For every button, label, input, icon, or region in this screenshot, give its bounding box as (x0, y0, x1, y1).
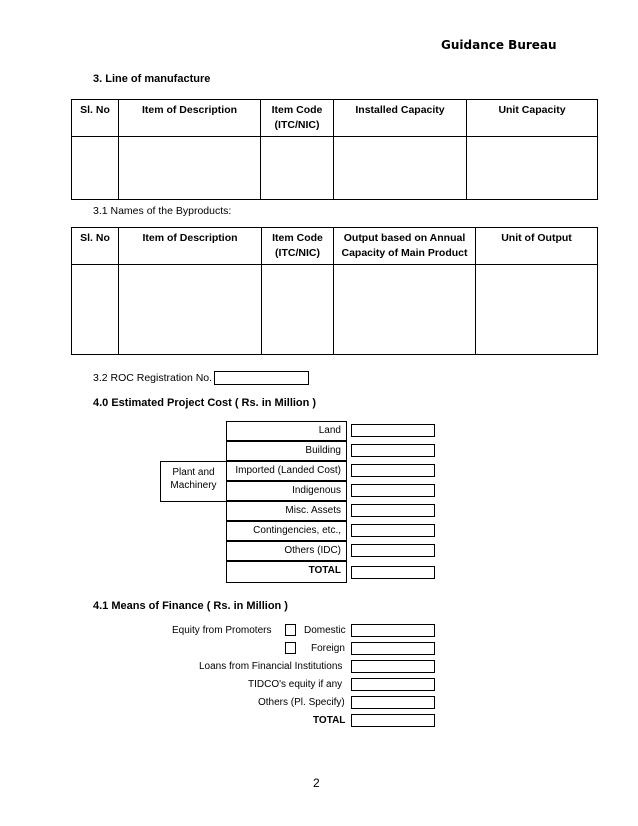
cost-field-total[interactable] (351, 566, 435, 579)
col-header-sl-no: Sl. No (72, 100, 119, 137)
cost-label-others-idc: Others (IDC) (226, 541, 347, 561)
cost-field-indigenous[interactable] (351, 484, 435, 497)
table-row (72, 137, 598, 200)
loans-label: Loans from Financial Institutions (199, 661, 343, 672)
col-header-item-code: Item Code (ITC/NIC) (262, 228, 334, 265)
loans-field[interactable] (351, 660, 435, 673)
cell-item-code[interactable] (261, 137, 334, 200)
page-number: 2 (313, 776, 320, 790)
others-specify-label: Others (Pl. Specify) (258, 697, 345, 708)
line-of-manufacture-table (71, 99, 598, 200)
cell-unit-capacity[interactable] (467, 137, 598, 200)
cost-label-total: TOTAL (226, 561, 347, 583)
section-4-0-title: 4.0 Estimated Project Cost ( Rs. in Million ) (93, 397, 317, 409)
byproducts-table (71, 227, 598, 355)
col-header-installed-capacity: Installed Capacity (334, 100, 467, 137)
tidco-label: TIDCO's equity if any (248, 679, 343, 690)
section-3-1-title: 3.1 Names of the Byproducts: (93, 205, 232, 217)
col-header-sl-no: Sl. No (72, 228, 119, 265)
cell-sl-no[interactable] (72, 265, 119, 355)
cost-label-indigenous: Indigenous (226, 481, 347, 501)
cost-label-contingencies: Contingencies, etc., (226, 521, 347, 541)
cost-field-land[interactable] (351, 424, 435, 437)
domestic-checkbox[interactable] (285, 624, 296, 636)
equity-promoters-label: Equity from Promoters (172, 625, 272, 636)
cost-label-imported: Imported (Landed Cost) (226, 461, 347, 481)
section-3-title: 3. Line of manufacture (93, 73, 211, 85)
col-header-output-annual: Output based on Annual Capacity of Main Product (334, 228, 476, 265)
cell-item-code[interactable] (262, 265, 334, 355)
domestic-label: Domestic (304, 625, 346, 636)
cost-label-misc-assets: Misc. Assets (226, 501, 347, 521)
cost-label-land: Land (226, 421, 347, 441)
cost-field-misc-assets[interactable] (351, 504, 435, 517)
cost-field-imported[interactable] (351, 464, 435, 477)
section-4-1-title: 4.1 Means of Finance ( Rs. in Million ) (93, 600, 288, 612)
foreign-checkbox[interactable] (285, 642, 296, 654)
cell-unit-of-output[interactable] (476, 265, 598, 355)
finance-total-field[interactable] (351, 714, 435, 727)
plant-machinery-label: Plant and Machinery (160, 461, 227, 502)
finance-total-label: TOTAL (313, 715, 346, 726)
cost-field-building[interactable] (351, 444, 435, 457)
domestic-field[interactable] (351, 624, 435, 637)
cell-sl-no[interactable] (72, 137, 119, 200)
cell-output-annual[interactable] (334, 265, 476, 355)
cell-item-description[interactable] (119, 137, 261, 200)
col-header-item-description: Item of Description (119, 228, 262, 265)
foreign-field[interactable] (351, 642, 435, 655)
col-header-unit-capacity: Unit Capacity (467, 100, 598, 137)
col-header-item-description: Item of Description (119, 100, 261, 137)
tidco-field[interactable] (351, 678, 435, 691)
table-row (72, 265, 598, 355)
cost-field-contingencies[interactable] (351, 524, 435, 537)
roc-registration-field[interactable] (214, 371, 309, 385)
cost-label-building: Building (226, 441, 347, 461)
col-header-unit-of-output: Unit of Output (476, 228, 598, 265)
header-title: Guidance Bureau (441, 38, 557, 52)
cell-installed-capacity[interactable] (334, 137, 467, 200)
foreign-label: Foreign (311, 643, 345, 654)
roc-registration-label: 3.2 ROC Registration No. (93, 372, 213, 384)
cell-item-description[interactable] (119, 265, 262, 355)
col-header-item-code: Item Code (ITC/NIC) (261, 100, 334, 137)
others-specify-field[interactable] (351, 696, 435, 709)
cost-field-others-idc[interactable] (351, 544, 435, 557)
